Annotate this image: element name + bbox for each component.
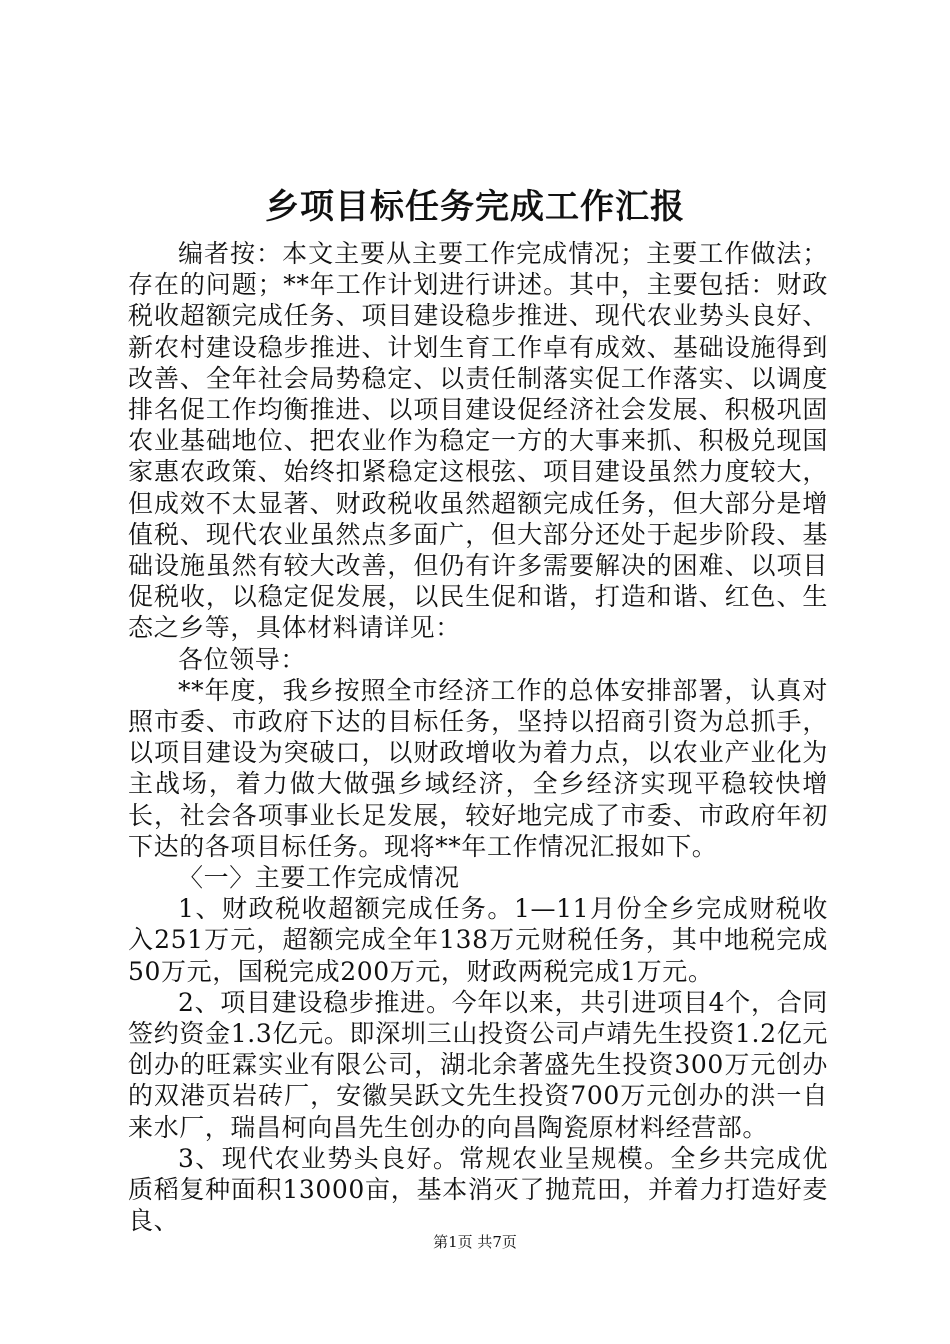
salutation-paragraph: 各位领导：: [178, 644, 307, 674]
projects-paragraph: 2、项目建设稳步推进。今年以来，共引进项目4个，合同签约资金1.3亿元。即深圳三山投资公司卢靖先生投资1.2亿元创办的旺霖实业有限公司，湖北余著盛先生投资300万元创办的双港页岩砖厂，安徽吴跃文先生投资700万元创办的洪一自来水厂，瑞昌柯向昌先生创办的向昌陶瓷原材料经营部。: [128, 987, 828, 1142]
agriculture-paragraph: 3、现代农业势头良好。常规农业呈规模。全乡共完成优质稻复种面积13000亩，基本消灭了抛荒田，并着力打造好麦良、: [128, 1143, 828, 1236]
document-title: 乡项目标任务完成工作汇报: [265, 187, 685, 227]
editor-note-paragraph: 编者按：本文主要从主要工作完成情况；主要工作做法；存在的问题；**年工作计划进行讲述。其中，主要包括：财政税收超额完成任务、项目建设稳步推进、现代农业势头良好、新农村建设稳步推进、计划生育工作卓有成效、基础设施得到改善、全年社会局势稳定、以责任制落实促工作落实、以调度排名促工作均衡推进、以项目建设促经济社会发展、积极巩固农业基础地位、把农业作为稳定一方的大事来抓、积极兑现国家惠农政策、始终扣紧稳定这根弦、项目建设虽然力度较大，但成效不太显著、财政税收虽然超额完成任务，但大部分是增值税、现代农业虽然点多面广，但大部分还处于起步阶段、基础设施虽然有较大改善，但仍有许多需要解决的困难、以项目促税收，以稳定促发展，以民生促和谐，打造和谐、红色、生态之乡等，具体材料请详见：: [128, 239, 828, 643]
intro-paragraph: **年度，我乡按照全市经济工作的总体安排部署，认真对照市委、市政府下达的目标任务，坚持以招商引资为总抓手，以项目建设为突破口，以财政增收为着力点，以农业产业化为主战场，着力做大做强乡域经济，全乡经济实现平稳较快增长，社会各项事业长足发展，较好地完成了市委、市政府年初下达的各项目标任务。现将**年工作情况汇报如下。: [128, 675, 828, 861]
page-footer: 第1页 共7页: [433, 1233, 517, 1251]
document-body: [128, 238, 828, 1237]
finance-paragraph: 1、财政税收超额完成任务。1—11月份全乡完成财税收入251万元，超额完成全年138万元财税任务，其中地税完成50万元，国税完成200万元，财政两税完成1万元。: [128, 894, 828, 986]
section-heading: 〈一〉主要工作完成情况: [178, 863, 460, 893]
